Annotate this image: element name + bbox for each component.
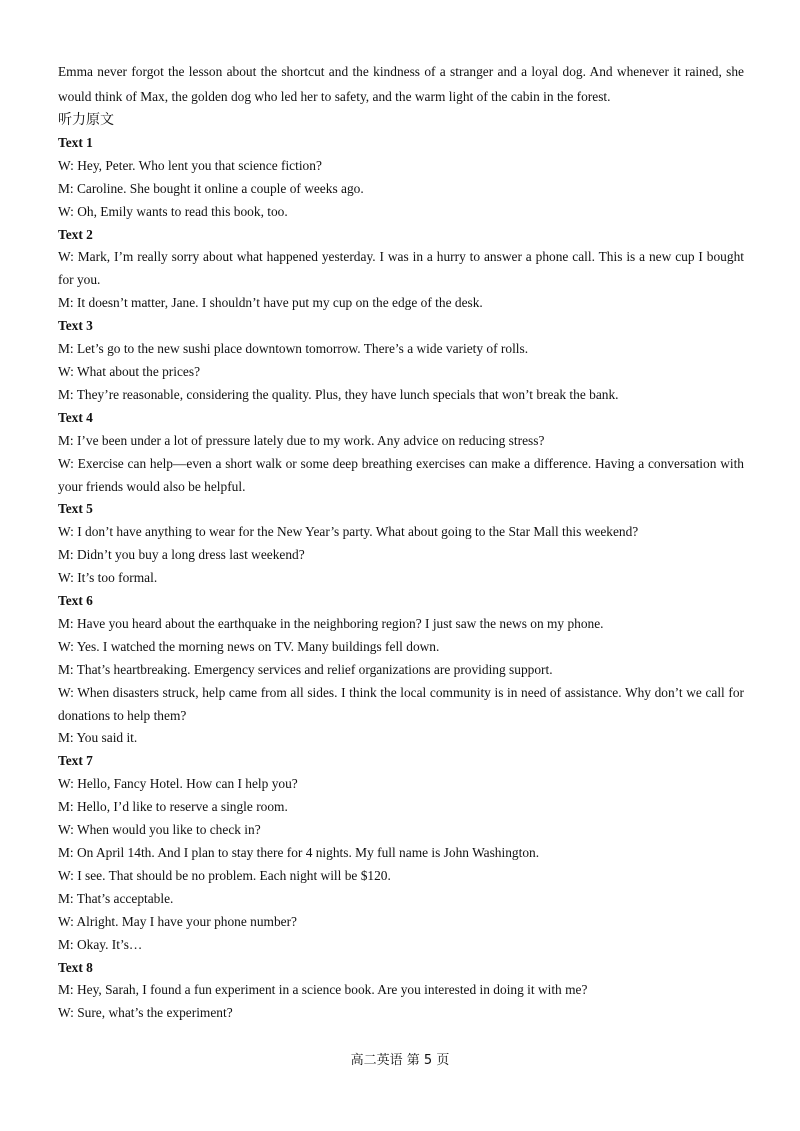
dialogue-line: W: Yes. I watched the morning news on TV. Many buildings fell down. — [58, 638, 440, 654]
text-8-section — [58, 957, 744, 1026]
dialogue-line: W: I see. That should be no problem. Each night will be $120. — [58, 867, 391, 883]
dialogue-line: W: When would you like to check in? — [58, 822, 261, 838]
dialogue-line: M: Didn’t you buy a long dress last weekend? — [58, 547, 305, 563]
dialogue-line: M: Have you heard about the earthquake in the neighboring region? I just saw the news on my phone. — [58, 615, 604, 631]
dialogue-line: W: Alright. May I have your phone number? — [58, 913, 297, 929]
dialogue-line: W: Sure, what’s the experiment? — [58, 1005, 233, 1021]
text-8-heading: Text 8 — [58, 959, 93, 975]
dialogue-line: W: It’s too formal. — [58, 570, 158, 586]
dialogue-line: W: I don’t have anything to wear for the New Year’s party. What about going to the Star Mall this weekend? — [58, 524, 639, 540]
dialogue-line: M: That’s acceptable. — [58, 890, 174, 906]
text-5-heading: Text 5 — [58, 501, 93, 517]
text-2-heading: Text 2 — [58, 226, 93, 242]
dialogue-line: W: Exercise can help—even a short walk or some deep breathing exercises can make a difference. Having a conversation with your friends would also be helpful. — [58, 455, 744, 494]
dialogue-line: W: Oh, Emily wants to read this book, too. — [58, 203, 288, 219]
text-3-heading: Text 3 — [58, 318, 93, 334]
dialogue-line: W: Hello, Fancy Hotel. How can I help you? — [58, 776, 298, 792]
dialogue-line: M: Okay. It’s… — [58, 936, 143, 952]
text-1-heading: Text 1 — [58, 134, 93, 150]
page-footer: 高二英语 第 5 页 — [350, 1053, 450, 1068]
dialogue-line: W: What about the prices? — [58, 363, 201, 379]
dialogue-line: M: On April 14th. And I plan to stay there for 4 nights. My full name is John Washington. — [58, 845, 540, 860]
dialogue-line: M: I’ve been under a lot of pressure lately due to my work. Any advice on reducing stress? — [58, 432, 545, 448]
text-6-section — [58, 590, 744, 750]
dialogue-line: W: Mark, I’m really sorry about what happened yesterday. I was in a hurry to answer a phone call. This is a new cup I bought for you. — [58, 249, 744, 288]
dialogue-line: M: Hey, Sarah, I found a fun experiment in a science book. Are you interested in doing it with me? — [58, 982, 588, 998]
dialogue-line: M: They’re reasonable, considering the quality. Plus, they have lunch specials that won’t break the bank. — [58, 386, 619, 402]
story-ending-paragraph: Emma never forgot the lesson about the shortcut and the kindness of a stranger and a loyal dog. And whenever it rained, she would think of Max, the golden dog who led her to safety, and the warm light of the cabin in the forest. — [58, 64, 744, 104]
listening-transcript-title: 听力原文 — [58, 112, 114, 128]
dialogue-line: W: When disasters struck, help came from all sides. I think the local community is in need of assistance. Why don’t we call for donations to help them? — [58, 684, 744, 723]
dialogue-line: M: It doesn’t matter, Jane. I shouldn’t have put my cup on the edge of the desk. — [58, 295, 483, 311]
text-7-section — [58, 750, 744, 956]
text-3-section — [58, 315, 744, 407]
text-5-section — [58, 498, 744, 590]
text-6-heading: Text 6 — [58, 593, 93, 609]
text-2-section — [58, 224, 744, 316]
text-4-section — [58, 407, 744, 499]
text-4-heading: Text 4 — [58, 409, 93, 425]
text-1-section — [58, 132, 744, 224]
text-7-heading: Text 7 — [58, 753, 93, 769]
dialogue-line: M: That’s heartbreaking. Emergency services and relief organizations are providing support. — [58, 661, 553, 677]
dialogue-line: M: Caroline. She bought it online a couple of weeks ago. — [58, 180, 364, 196]
dialogue-line: M: You said it. — [58, 730, 138, 746]
document-page — [58, 59, 744, 1025]
dialogue-line: M: Hello, I’d like to reserve a single room. — [58, 799, 288, 815]
dialogue-line: W: Hey, Peter. Who lent you that science fiction? — [58, 157, 322, 173]
dialogue-line: M: Let’s go to the new sushi place downtown tomorrow. There’s a wide variety of rolls. — [58, 341, 529, 357]
